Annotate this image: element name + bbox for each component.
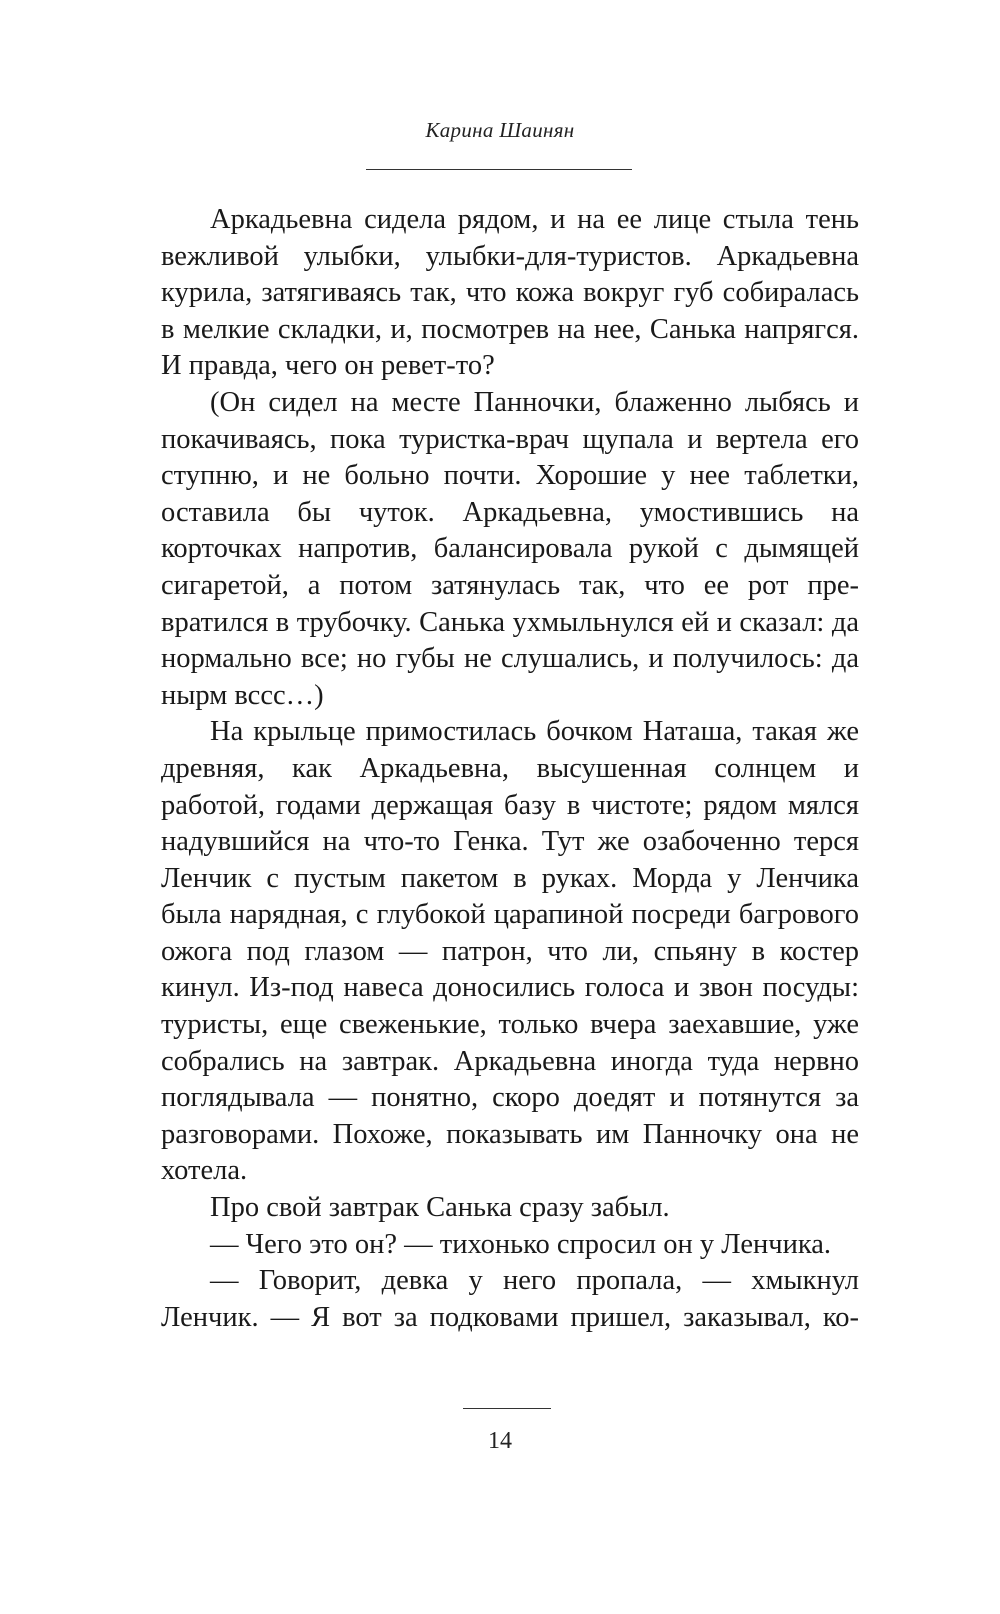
paragraph-last: — Говорит, девка у него пропала, — хмыкнул Ленчик. — Я вот за подковами пришел, заказывал, ко- (161, 1265, 859, 1333)
paragraph: Аркадьевна сидела рядом, и на ее лице стыла тень вежливой улыбки, улыбки-для-туристов. Аркадьевна курила, затягиваясь так, что кожа вокруг губ собиралась в мелкие складки, и, посмотрев на нее, Санька напрягся. И правда, чего он ревет-то? (161, 204, 859, 382)
paragraph: — Чего это он? — тихонько спросил он у Ленчика. (210, 1228, 832, 1260)
header-divider (366, 169, 632, 170)
paragraph: На крыльце примостилась бочком Наташа, такая же древняя, как Аркадьевна, высушенная солнцем и работой, годами держащая базу в чистоте; рядом мялся надувшийся на что-то Генка. Тут же озабоченно терся Ленчик с пустым пакетом в руках. Морда у Ленчика была нарядная, с глубокой царапиной посреди багрового ожога под глазом — патрон, что ли, спьяну в костер кинул. Из-под навеса доносились голоса и звон посуды: туристы, еще свеженькие, только вчера заехавшие, уже собрались на завтрак. Аркадьевна иногда туда нервно поглядывала — понятно, скоро доедят и потянутся за разговорами. Похоже, показывать им Панночку она не хотела. (161, 716, 859, 1187)
footer-divider (463, 1408, 551, 1409)
page-number: 14 (488, 1428, 512, 1454)
running-head-author: Карина Шаинян (425, 118, 575, 142)
paragraph: Про свой завтрак Санька сразу забыл. (210, 1192, 670, 1224)
page-body (161, 202, 859, 1336)
paragraph: (Он сидел на месте Панночки, блаженно лыбясь и покачиваясь, пока туристка-врач щупала и вертела его ступню, и не больно почти. Хорошие у нее таблетки, оставила бы чуток. Аркадьевна, умостившись на корточках напротив, балансировала рукой с дымящей сигаретой, а потом затянулась так, что ее рот превратился в трубочку. Санька ухмыльнулся ей и сказал: да нормально все; но губы не слушались, и получилось: да нырм вссс…) (161, 386, 859, 711)
